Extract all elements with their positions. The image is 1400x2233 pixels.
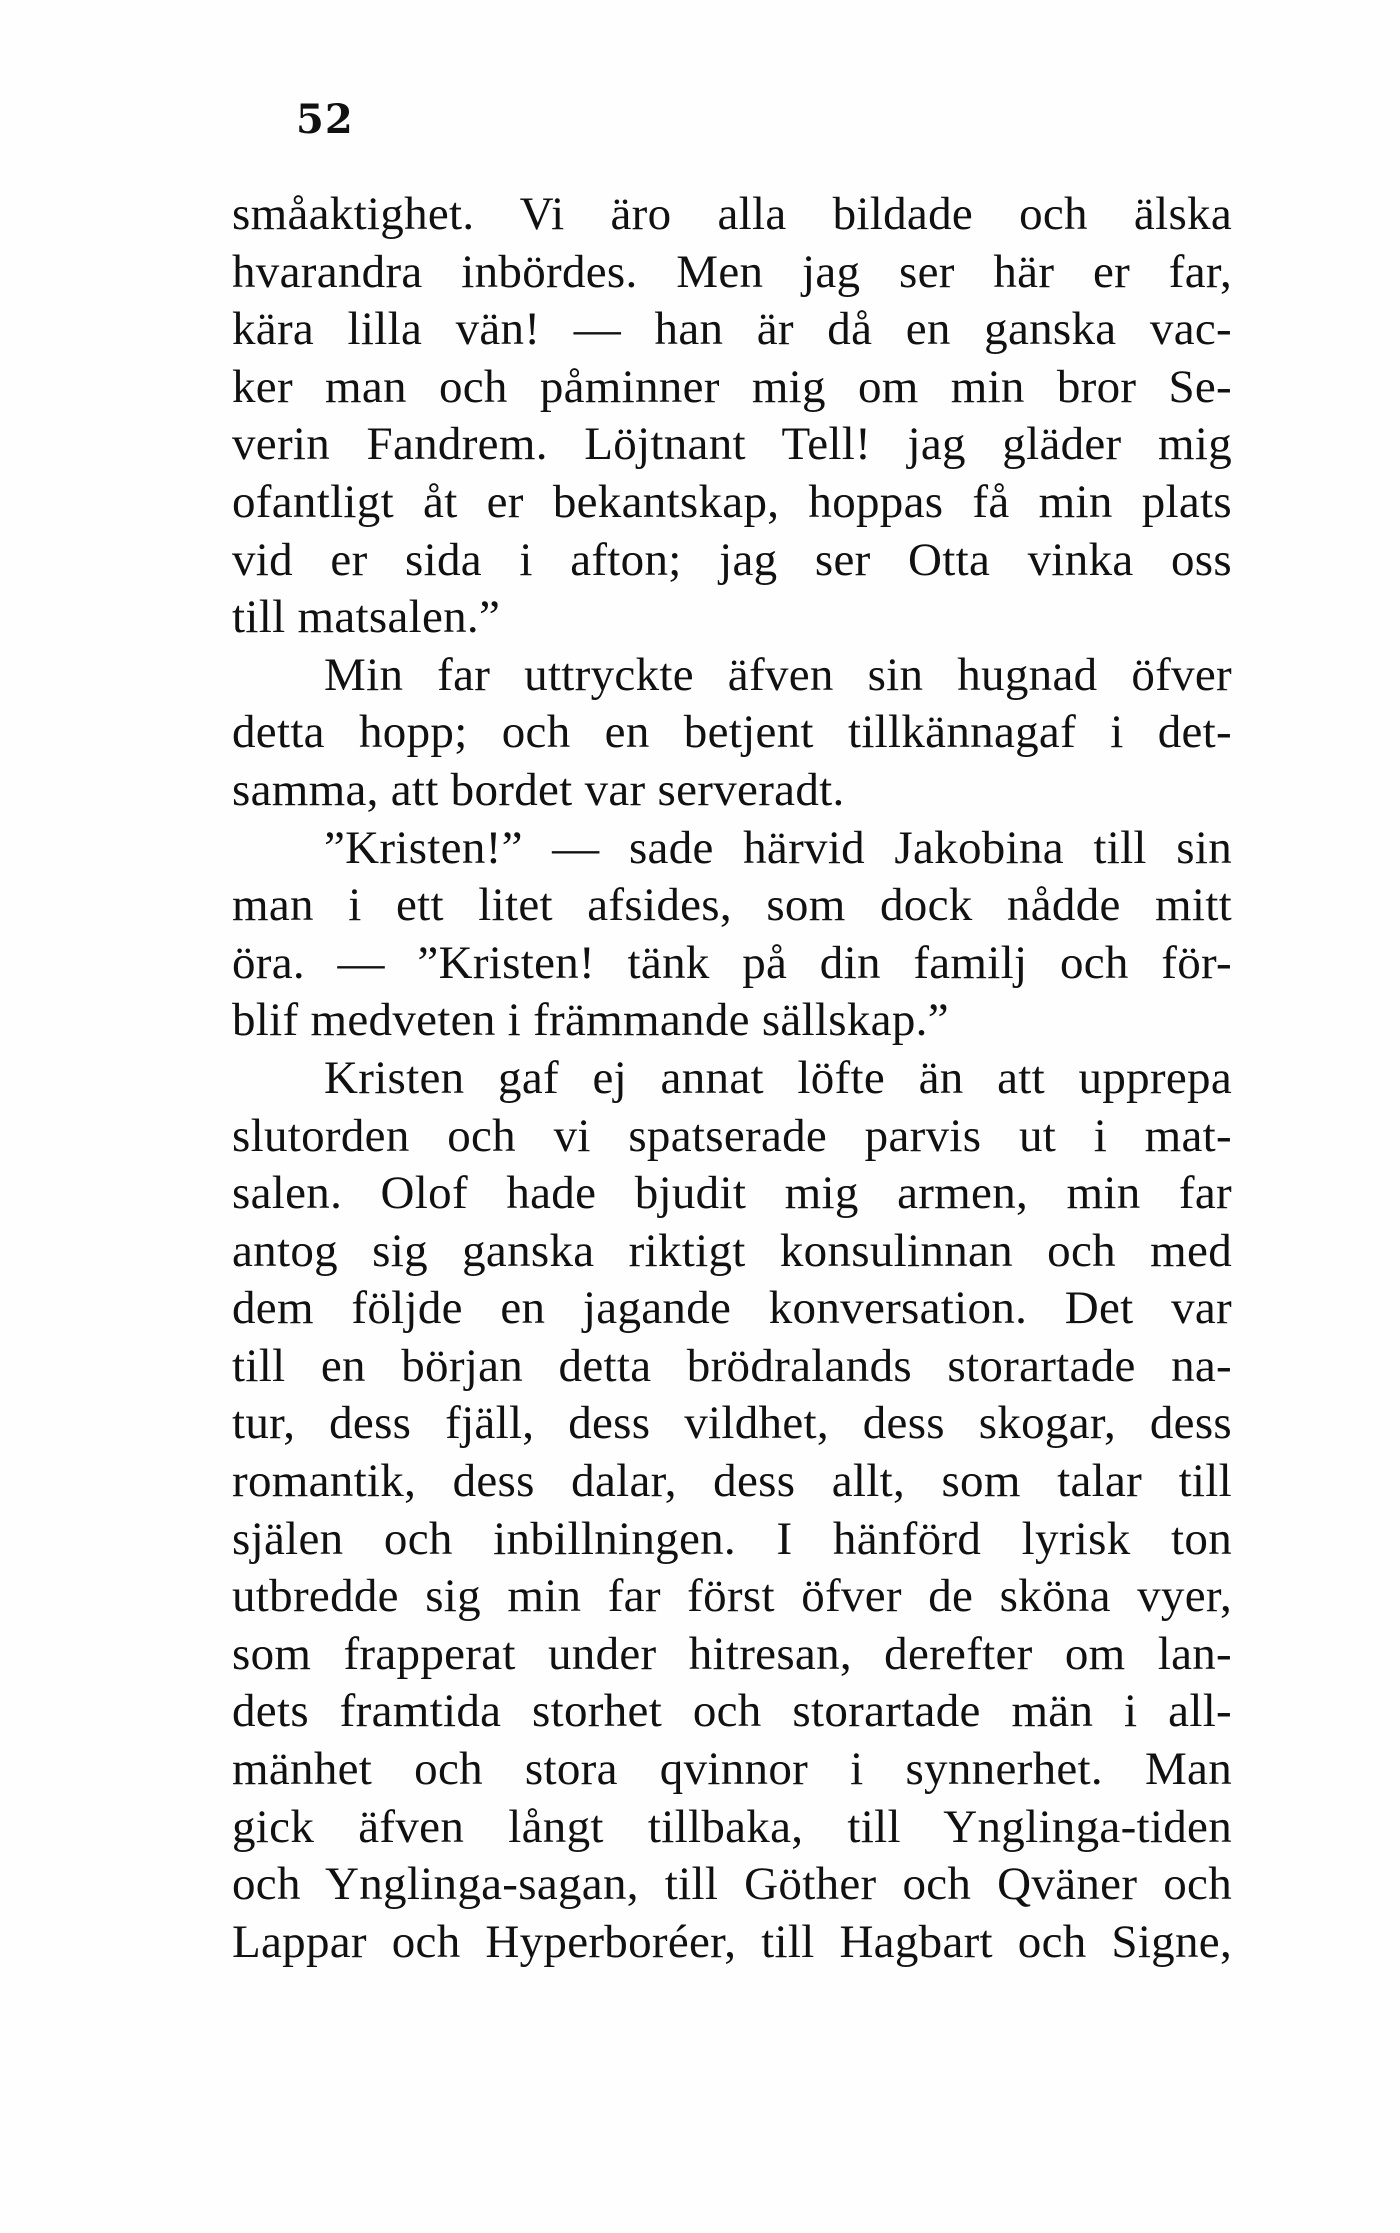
- text-line: och Ynglinga-sagan, till Göther och Qväner och: [232, 1858, 1232, 1911]
- text-line: romantik, dess dalar, dess allt, som talar till: [232, 1455, 1232, 1508]
- text-line: samma, att bordet var serveradt.: [232, 763, 845, 816]
- text-line: ofantligt åt er bekantskap, hoppas få min plats: [232, 475, 1232, 528]
- text-line: till matsalen.”: [232, 591, 501, 644]
- page-number: 52: [296, 96, 354, 143]
- text-line: vid er sida i afton; jag ser Otta vinka oss: [232, 533, 1232, 586]
- text-line: småaktighet. Vi äro alla bildade och älska: [232, 188, 1232, 240]
- text-line: salen. Olof hade bjudit mig armen, min far: [232, 1167, 1232, 1220]
- text-line: verin Fandrem. Löjtnant Tell! jag gläder mig: [232, 418, 1232, 471]
- text-line: kära lilla vän! — han är då en ganska vac-: [232, 303, 1232, 356]
- text-line: blif medveten i främmande sällskap.”: [232, 994, 949, 1047]
- text-line: dem följde en jagande konversation. Det var: [232, 1282, 1232, 1335]
- text-line: tur, dess fjäll, dess vildhet, dess skogar, dess: [232, 1397, 1232, 1450]
- text-line: hvarandra inbördes. Men jag ser här er far,: [232, 245, 1232, 298]
- text-line: man i ett litet afsides, som dock nådde mitt: [232, 879, 1232, 932]
- text-line: dets framtida storhet och storartade män i all-: [232, 1685, 1232, 1738]
- text-line: Lappar och Hyperboréer, till Hagbart och Signe,: [232, 1915, 1232, 1968]
- text-line: som frapperat under hitresan, derefter om lan-: [232, 1627, 1232, 1680]
- text-line: ker man och påminner mig om min bror Se-: [232, 360, 1232, 413]
- body-text: [232, 186, 1232, 2086]
- text-line: Min far uttryckte äfven sin hugnad öfver: [324, 648, 1232, 701]
- text-line: ”Kristen!” — sade härvid Jakobina till sin: [324, 821, 1232, 874]
- text-line: själen och inbillningen. I hänförd lyrisk ton: [232, 1512, 1232, 1565]
- text-line: detta hopp; och en betjent tillkännagaf i det-: [232, 706, 1232, 759]
- text-line: slutorden och vi spatserade parvis ut i mat-: [232, 1109, 1232, 1162]
- text-line: antog sig ganska riktigt konsulinnan och med: [232, 1224, 1232, 1277]
- text-line: till en början detta brödralands storartade na-: [232, 1339, 1232, 1392]
- text-line: öra. — ”Kristen! tänk på din familj och för-: [232, 936, 1232, 989]
- text-line: utbredde sig min far först öfver de sköna vyer,: [232, 1570, 1232, 1623]
- text-line: gick äfven långt tillbaka, till Ynglinga-tiden: [232, 1800, 1232, 1853]
- text-line: mänhet och stora qvinnor i synnerhet. Man: [232, 1743, 1232, 1796]
- text-line: Kristen gaf ej annat löfte än att upprepa: [324, 1051, 1232, 1104]
